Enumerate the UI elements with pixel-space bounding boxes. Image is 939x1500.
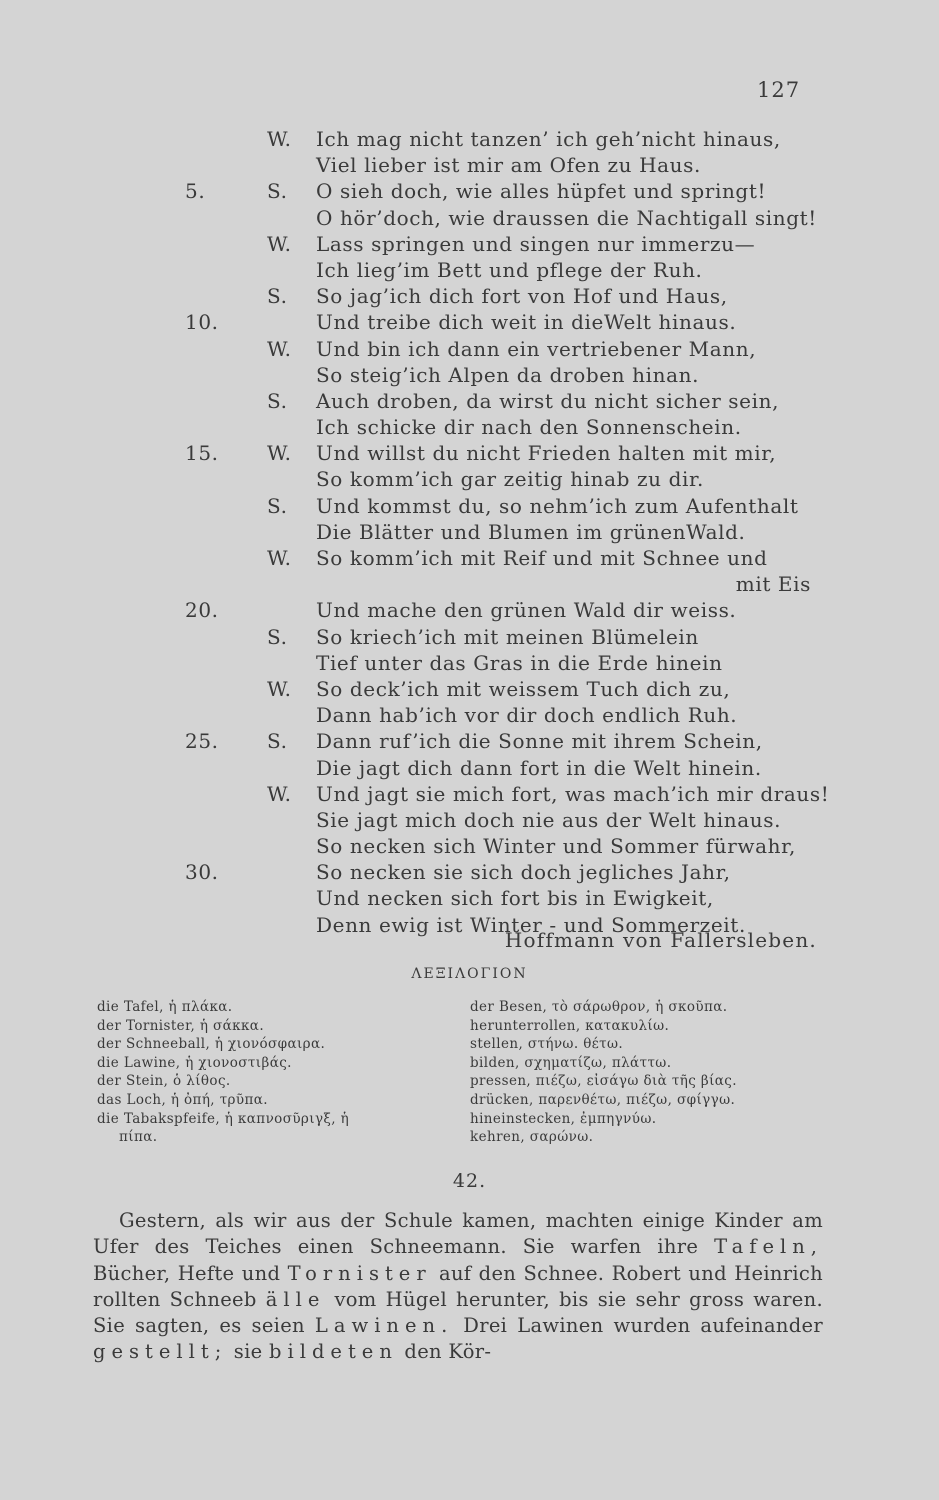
speaker-label: S.: [267, 179, 288, 204]
line-number: 25.: [185, 729, 219, 754]
verse-text: Und mache den grünen Wald dir weiss.: [316, 598, 737, 623]
poem-line: [0, 702, 939, 728]
verse-text: Die jagt dich dann fort in die Welt hinein.: [316, 755, 762, 780]
speaker-label: S.: [267, 284, 288, 309]
poem-line: [0, 178, 939, 204]
verse-text: Tief unter das Gras in die Erde hinein: [316, 650, 723, 675]
poem-line: [0, 807, 939, 833]
poem-line: [0, 597, 939, 623]
vocabulary-entry: pressen, πιέζω, εἰσάγω διὰ τῆς βίας.: [470, 1073, 737, 1090]
line-number: 15.: [185, 441, 219, 466]
poem: [0, 126, 939, 938]
vocabulary-entry: der Besen, τὸ σάρωθρον, ἡ σκοῦπα.: [470, 999, 728, 1015]
prose-emphasis: gestellt;: [93, 1340, 228, 1364]
vocabulary-entry: bilden, σχηματίζω, πλάττω.: [470, 1054, 672, 1071]
prose-emphasis: älle: [265, 1287, 326, 1311]
prose-emphasis: bildeten: [268, 1340, 398, 1364]
prose-text: vom Hügel herunter, bis sie sehr gross waren. Sie sagten, es seien: [93, 1287, 824, 1338]
prose-text: Gestern, als wir aus der Schule kamen, machten einige Kinder am Ufer des Teiches einen Schneemann. Sie warfen ihre: [93, 1209, 823, 1259]
verse-text: Ich lieg’im Bett und pflege der Ruh.: [316, 257, 703, 282]
verse-text: mit Eis: [735, 572, 811, 597]
verse-text: So necken sich Winter und Sommer fürwahr,: [316, 834, 797, 859]
verse-text: Auch droben, da wirst du nicht sicher sein,: [316, 388, 780, 413]
poem-line: [0, 257, 939, 283]
poem-line: [0, 466, 939, 492]
verse-text: So steig’ich Alpen da droben hinan.: [316, 362, 700, 387]
verse-text: Sie jagt mich doch nie aus der Welt hinaus.: [316, 807, 782, 832]
vocabulary-entry: der Schneeball, ἡ χιονόσφαιρα.: [97, 1036, 326, 1053]
verse-text: Und jagt sie mich fort, was mach’ich mir draus!: [316, 781, 830, 806]
poem-attribution: Hoffmann von Fallersleben.: [504, 928, 817, 952]
poem-line: [0, 336, 939, 362]
poem-line: [0, 126, 939, 152]
poem-line: [0, 624, 939, 650]
vocabulary-entry: πίπα.: [119, 1129, 158, 1146]
speaker-label: W.: [267, 336, 292, 361]
speaker-label: W.: [267, 441, 292, 466]
prose-emphasis: Tafeln,: [714, 1235, 824, 1259]
verse-text: Die Blätter und Blumen im grünenWald.: [316, 519, 746, 544]
line-number: 10.: [185, 310, 219, 335]
speaker-label: S.: [267, 624, 288, 649]
vocabulary-entry: das Loch, ἡ ὀπή, τρῦπα.: [97, 1091, 268, 1108]
poem-line: [0, 388, 939, 414]
poem-line: [0, 231, 939, 257]
poem-line: [0, 885, 939, 911]
prose-paragraph: [93, 1208, 823, 1366]
line-number: 20.: [185, 598, 219, 623]
poem-line: [0, 362, 939, 388]
verse-text: So kriech’ich mit meinen Blümelein: [316, 624, 699, 649]
verse-text: Und willst du nicht Frieden halten mit mir,: [316, 441, 777, 466]
verse-text: Viel lieber ist mir am Ofen zu Haus.: [316, 153, 701, 178]
verse-text: So deck’ich mit weissem Tuch dich zu,: [316, 676, 731, 701]
poem-line: [0, 650, 939, 676]
speaker-label: W.: [267, 676, 292, 701]
prose-emphasis: Lawinen.: [314, 1314, 454, 1338]
vocabulary-entry: stellen, στήνω. θέτω.: [470, 1036, 624, 1053]
poem-line: [0, 728, 939, 754]
page-number: 127: [757, 78, 801, 102]
verse-text: Dann hab’ich vor dir doch endlich Ruh.: [316, 703, 738, 728]
vocabulary-entry: der Tornister, ἡ σάκκα.: [97, 1017, 265, 1034]
poem-line: [0, 493, 939, 519]
verse-text: Ich schicke dir nach den Sonnenschein.: [316, 415, 742, 440]
vocabulary-entry: die Tabakspfeife, ἡ καπνοσῦριγξ, ἡ: [97, 1110, 350, 1127]
vocabulary-entry: drücken, παρενθέτω, πιέζω, σφίγγω.: [470, 1091, 736, 1108]
prose-text: den Kör-: [404, 1340, 492, 1364]
verse-text: Und bin ich dann ein vertriebener Mann,: [316, 336, 757, 361]
verse-text: Und kommst du, so nehm’ich zum Aufenthalt: [316, 493, 799, 518]
poem-line: [0, 309, 939, 335]
verse-text: O sieh doch, wie alles hüpfet und springt!: [316, 179, 767, 204]
poem-line: [0, 414, 939, 440]
poem-line: [0, 859, 939, 885]
poem-line: [0, 676, 939, 702]
verse-text: Lass springen und singen nur immerzu—: [316, 231, 756, 256]
poem-line: [0, 205, 939, 231]
vocabulary-entry: herunterrollen, κατακυλίω.: [470, 1017, 670, 1034]
prose-emphasis: Tornister: [287, 1261, 432, 1285]
verse-text: Und necken sich fort bis in Ewigkeit,: [316, 886, 714, 911]
verse-text: Denn ewig ist Winter - und Sommerzeit.: [316, 912, 746, 937]
poem-line: [0, 755, 939, 781]
verse-text: So jag’ich dich fort von Hof und Haus,: [316, 284, 728, 309]
poem-line: [0, 283, 939, 309]
speaker-label: S.: [267, 493, 288, 518]
verse-text: Und treibe dich weit in dieWelt hinaus.: [316, 310, 737, 335]
verse-text: O hör’doch, wie draussen die Nachtigall singt!: [316, 205, 817, 230]
line-number: 5.: [185, 179, 206, 204]
verse-text: So komm’ich mit Reif und mit Schnee und: [316, 546, 768, 570]
vocabulary-entry: die Tafel, ἡ πλάκα.: [97, 999, 233, 1015]
prose-text: sie: [233, 1340, 263, 1364]
poem-line: [0, 571, 939, 597]
vocabulary-right-column: [470, 998, 737, 1147]
vocabulary-entry: kehren, σαρώνω.: [470, 1129, 594, 1146]
vocabulary-entry: die Lawine, ἡ χιονοστιβάς.: [97, 1054, 292, 1071]
poem-line: [0, 519, 939, 545]
prose-text: Bücher, Hefte und: [93, 1261, 281, 1285]
speaker-label: W.: [267, 781, 292, 806]
speaker-label: W.: [267, 231, 292, 256]
poem-line: [0, 152, 939, 178]
verse-text: Dann ruf’ich die Sonne mit ihrem Schein,: [316, 729, 763, 754]
verse-text: So necken sie sich doch jegliches Jahr,: [316, 860, 731, 885]
speaker-label: S.: [267, 729, 288, 754]
speaker-label: W.: [267, 127, 292, 151]
verse-text: So komm’ich gar zeitig hinab zu dir.: [316, 467, 704, 492]
prose-text: Drei Lawinen wurden aufeinander: [463, 1314, 823, 1338]
vocabulary-entry: hineinstecken, ἐμπηγνύω.: [470, 1110, 657, 1127]
speaker-label: S.: [267, 388, 288, 413]
poem-line: [0, 440, 939, 466]
vocabulary-left-column: [97, 998, 349, 1147]
poem-line: [0, 545, 939, 571]
poem-line: [0, 833, 939, 859]
prose-text: auf den Schnee. Robert und Heinrich rollten Schneeb: [93, 1261, 824, 1311]
speaker-label: W.: [267, 546, 292, 570]
vocabulary-entry: der Stein, ὁ λίθος.: [97, 1073, 231, 1090]
section-number: 42.: [452, 1170, 487, 1192]
poem-line: [0, 781, 939, 807]
line-number: 30.: [185, 860, 219, 885]
verse-text: Ich mag nicht tanzen’ ich geh’nicht hinaus,: [316, 127, 781, 151]
vocabulary-title: ΛΕΞΙΛΟΓΙΟΝ: [411, 966, 528, 982]
